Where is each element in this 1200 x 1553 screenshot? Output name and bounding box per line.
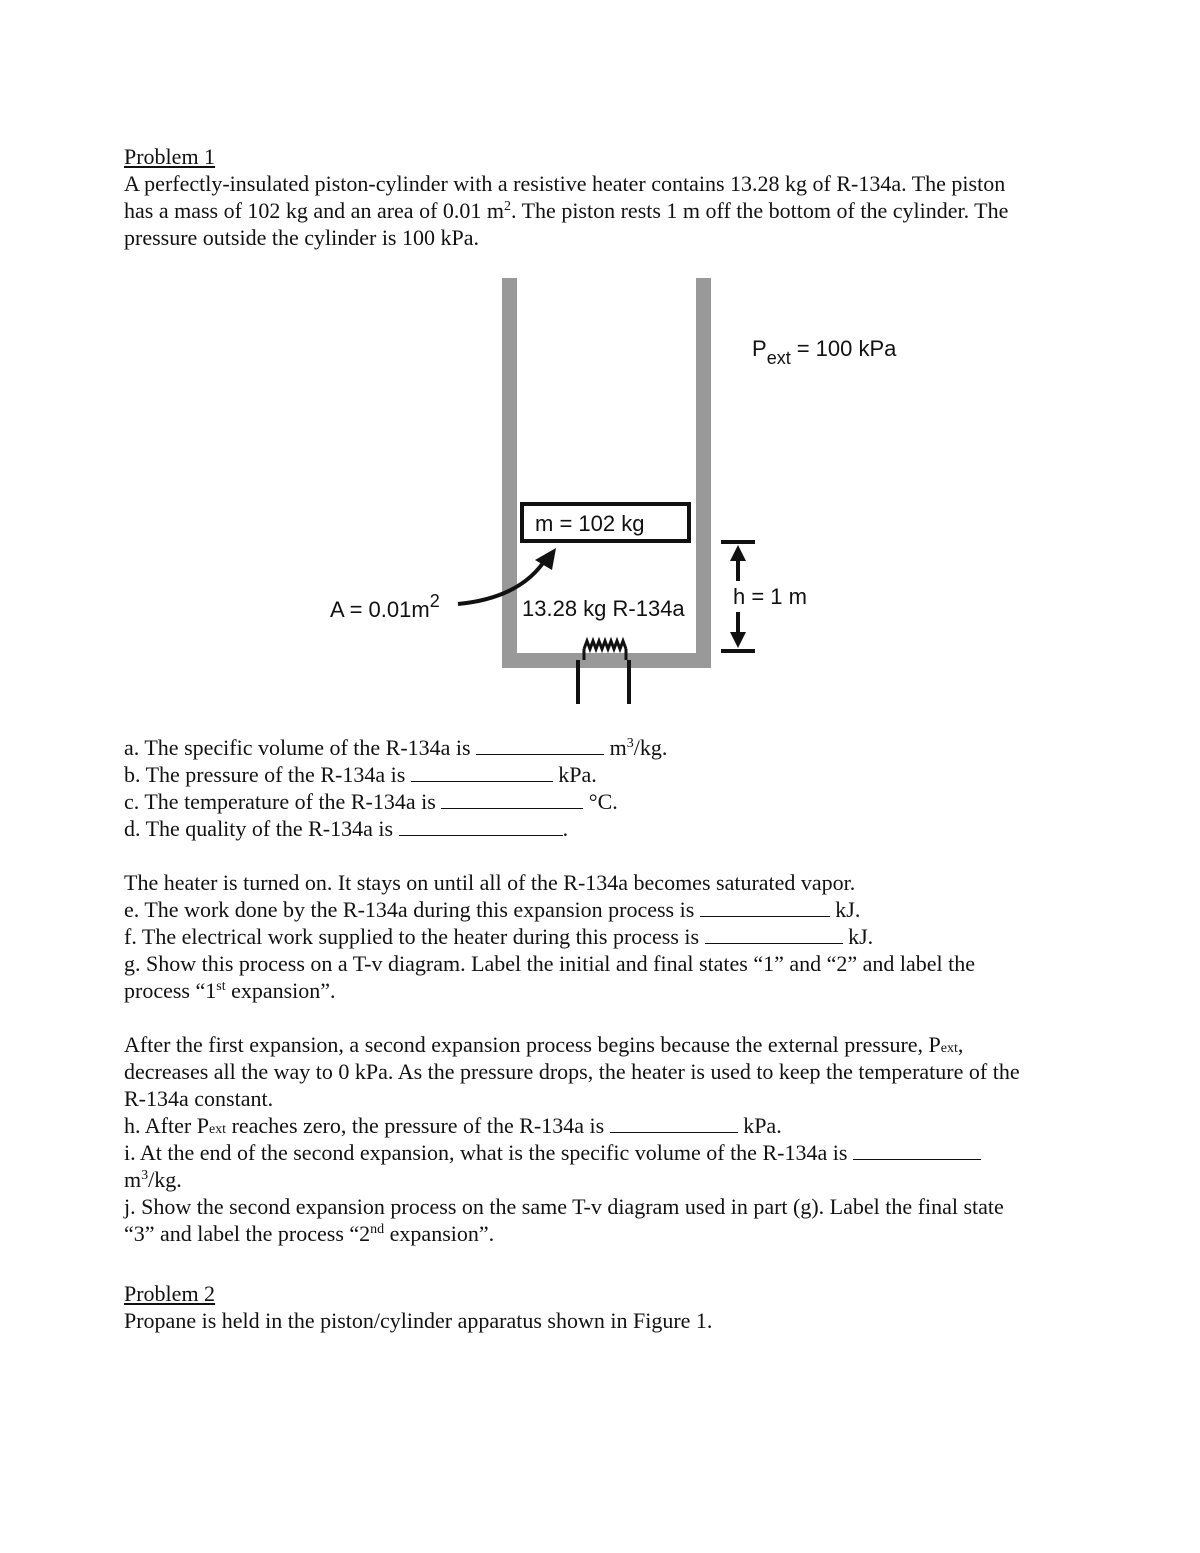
question-d-end: . bbox=[562, 816, 569, 841]
fluid-label: 13.28 kg R-134a bbox=[522, 596, 685, 621]
height-arrow-down-head bbox=[730, 632, 746, 648]
height-arrow-up-head bbox=[730, 545, 746, 561]
answer-blank-h[interactable] bbox=[610, 1115, 738, 1133]
pext-subscript: ext bbox=[766, 348, 791, 368]
question-b bbox=[124, 761, 1124, 788]
question-h-a: h. After P bbox=[124, 1113, 209, 1138]
question-a bbox=[124, 734, 1124, 761]
question-e-text: e. The work done by the R-134a during this expansion process is bbox=[124, 897, 700, 922]
question-i-line2 bbox=[124, 1166, 1124, 1193]
question-j-line2-a: “3” and label the process “2 bbox=[124, 1221, 371, 1246]
pext-value: = 100 kPa bbox=[796, 336, 897, 361]
answer-blank-d[interactable] bbox=[399, 818, 563, 836]
question-c bbox=[124, 788, 1124, 815]
question-d-text: d. The quality of the R-134a is bbox=[124, 816, 399, 841]
question-j-line2 bbox=[124, 1220, 1124, 1247]
intro-line2-part-a: has a mass of 102 kg and an area of 0.01 m bbox=[124, 198, 505, 223]
second-expansion-line2: decreases all the way to 0 kPa. As the pressure drops, the heater is used to keep the temperature of the bbox=[124, 1059, 1020, 1084]
intro-line2-part-b: . The piston rests 1 m off the bottom of the cylinder. The bbox=[511, 198, 1009, 223]
area-label bbox=[330, 591, 440, 622]
question-g-line2 bbox=[124, 977, 1124, 1004]
question-a-unit: m bbox=[604, 735, 627, 760]
question-j-line2-b: expansion”. bbox=[384, 1221, 495, 1246]
answer-blank-e[interactable] bbox=[700, 899, 830, 917]
question-g-sup: st bbox=[216, 979, 226, 994]
cylinder-bottom-wall bbox=[502, 653, 711, 668]
question-f-unit: kJ. bbox=[842, 924, 874, 949]
answer-blank-b[interactable] bbox=[411, 764, 553, 782]
question-f-text: f. The electrical work supplied to the heater during this process is bbox=[124, 924, 705, 949]
question-b-unit: kPa. bbox=[552, 762, 597, 787]
problem2-heading: Problem 2 bbox=[124, 1281, 216, 1306]
question-c-text: c. The temperature of the R-134a is bbox=[124, 789, 442, 814]
answer-blank-c[interactable] bbox=[441, 791, 583, 809]
question-d bbox=[124, 815, 1124, 842]
question-j-line1: j. Show the second expansion process on the same T-v diagram used in part (g). Label the final state bbox=[124, 1194, 1004, 1219]
area-text: A = 0.01m bbox=[330, 597, 430, 622]
question-i-text: i. At the end of the second expansion, what is the specific volume of the R-134a is bbox=[124, 1140, 853, 1165]
question-b-text: b. The pressure of the R-134a is bbox=[124, 762, 411, 787]
piston-cylinder-figure bbox=[0, 0, 1200, 720]
pext-p: P bbox=[752, 336, 767, 361]
question-h-b: reaches zero, the pressure of the R-134a is bbox=[226, 1113, 610, 1138]
question-i-unit: m bbox=[124, 1167, 142, 1192]
problem1-intro-line3: pressure outside the cylinder is 100 kPa. bbox=[124, 225, 479, 250]
area-sup: 2 bbox=[429, 591, 440, 611]
answer-blank-a[interactable] bbox=[476, 737, 604, 755]
question-j-sup: nd bbox=[370, 1222, 385, 1237]
problem2-line1: Propane is held in the piston/cylinder apparatus shown in Figure 1. bbox=[124, 1308, 713, 1333]
question-f bbox=[124, 923, 1124, 950]
question-e bbox=[124, 896, 1124, 923]
question-h-unit: kPa. bbox=[737, 1113, 782, 1138]
second-line1-b: , bbox=[957, 1032, 964, 1057]
question-i-unit-end: /kg. bbox=[148, 1167, 182, 1192]
second-expansion-line3: R-134a constant. bbox=[124, 1086, 274, 1111]
second-line1-sub: ext bbox=[940, 1041, 958, 1056]
question-g-line2-b: expansion”. bbox=[225, 978, 336, 1003]
mass-label: m = 102 kg bbox=[535, 511, 645, 536]
intro-line2-sup: 2 bbox=[504, 199, 512, 214]
answer-blank-i[interactable] bbox=[853, 1142, 981, 1160]
question-a-sup: 3 bbox=[626, 736, 634, 751]
cylinder-left-wall bbox=[502, 278, 517, 668]
question-a-text: a. The specific volume of the R-134a is bbox=[124, 735, 477, 760]
question-c-unit: °C. bbox=[583, 789, 618, 814]
problem1-heading: Problem 1 bbox=[124, 144, 216, 169]
second-line1-a: After the first expansion, a second expansion process begins because the external pressure, P bbox=[124, 1032, 941, 1057]
cylinder-right-wall bbox=[696, 278, 711, 668]
heater-statement: The heater is turned on. It stays on until all of the R-134a becomes saturated vapor. bbox=[124, 870, 856, 895]
question-h-sub: ext bbox=[208, 1122, 227, 1137]
question-g-line1: g. Show this process on a T-v diagram. Label the initial and final states “1” and “2” and label the bbox=[124, 951, 976, 976]
question-i-line1 bbox=[124, 1139, 1124, 1166]
question-e-unit: kJ. bbox=[829, 897, 861, 922]
answer-blank-f[interactable] bbox=[705, 926, 843, 944]
question-i-sup: 3 bbox=[141, 1168, 149, 1183]
height-label: h = 1 m bbox=[733, 584, 807, 609]
pext-label bbox=[752, 336, 897, 368]
question-g-line2-a: process “1 bbox=[124, 978, 217, 1003]
problem1-intro-line1: A perfectly-insulated piston-cylinder with a resistive heater contains 13.28 kg of R-134a. The piston bbox=[124, 171, 1006, 196]
heater-coil bbox=[584, 641, 626, 649]
question-a-unit-end: /kg. bbox=[633, 735, 668, 760]
